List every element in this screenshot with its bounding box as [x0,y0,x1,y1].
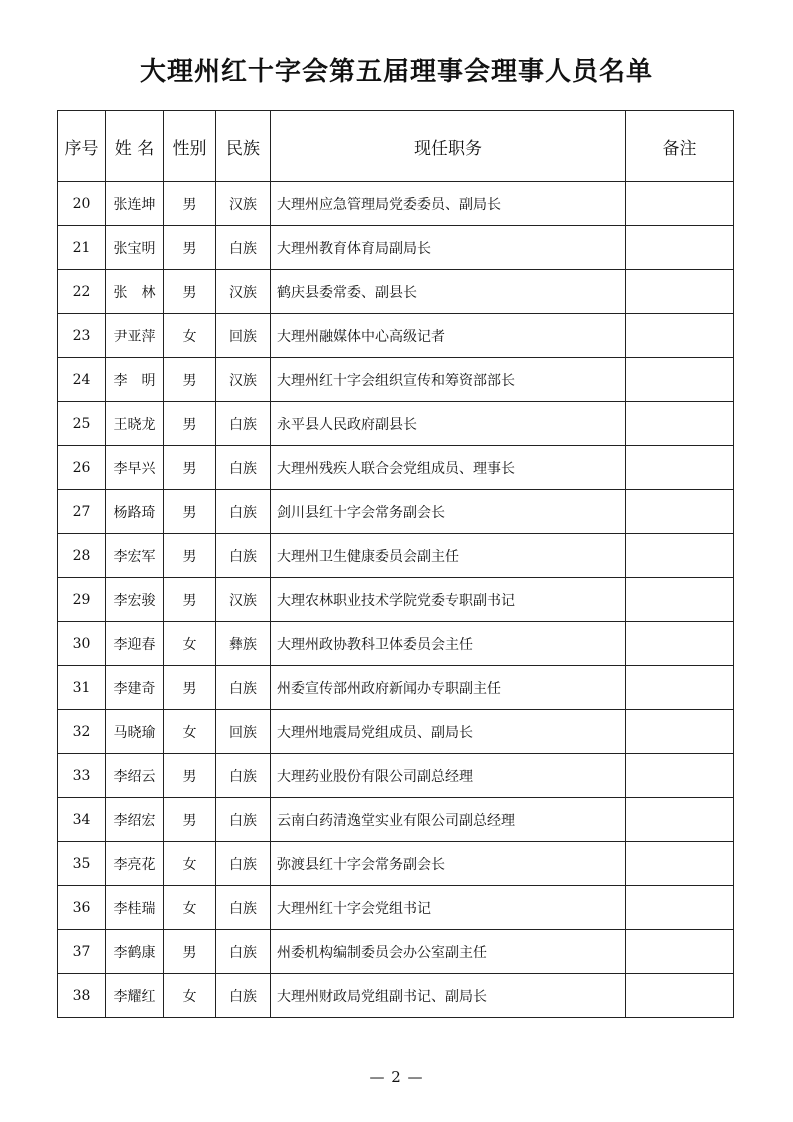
cell-seq: 29 [58,578,106,622]
cell-seq: 37 [58,930,106,974]
cell-gender: 男 [164,358,216,402]
cell-seq: 30 [58,622,106,666]
cell-gender: 男 [164,402,216,446]
header-name: 姓 名 [106,111,164,182]
cell-ethnicity: 汉族 [216,270,271,314]
cell-remarks [626,710,734,754]
cell-position: 永平县人民政府副县长 [271,402,626,446]
cell-ethnicity: 白族 [216,754,271,798]
cell-position: 大理州融媒体中心高级记者 [271,314,626,358]
cell-name: 杨路琦 [106,490,164,534]
cell-gender: 男 [164,578,216,622]
cell-gender: 女 [164,622,216,666]
cell-ethnicity: 白族 [216,402,271,446]
cell-ethnicity: 白族 [216,842,271,886]
cell-name: 尹亚萍 [106,314,164,358]
cell-name: 李建奇 [106,666,164,710]
cell-position: 大理州残疾人联合会党组成员、理事长 [271,446,626,490]
cell-name: 王晓龙 [106,402,164,446]
cell-position: 大理州卫生健康委员会副主任 [271,534,626,578]
cell-seq: 25 [58,402,106,446]
cell-name: 张连坤 [106,182,164,226]
cell-seq: 32 [58,710,106,754]
cell-gender: 女 [164,314,216,358]
header-position: 现任职务 [271,111,626,182]
cell-remarks [626,314,734,358]
cell-remarks [626,226,734,270]
cell-ethnicity: 白族 [216,534,271,578]
cell-gender: 女 [164,710,216,754]
cell-seq: 24 [58,358,106,402]
roster-body [58,182,734,1018]
cell-name: 马晓瑜 [106,710,164,754]
header-remarks: 备注 [626,111,734,182]
cell-gender: 女 [164,842,216,886]
cell-remarks [626,930,734,974]
cell-position: 剑川县红十字会常务副会长 [271,490,626,534]
cell-position: 州委机构编制委员会办公室副主任 [271,930,626,974]
cell-ethnicity: 汉族 [216,358,271,402]
cell-remarks [626,974,734,1018]
table-row [58,578,734,622]
cell-position: 鹤庆县委常委、副县长 [271,270,626,314]
cell-seq: 36 [58,886,106,930]
table-row [58,798,734,842]
cell-seq: 23 [58,314,106,358]
cell-remarks [626,666,734,710]
cell-position: 大理州红十字会党组书记 [271,886,626,930]
roster-table [57,110,734,1018]
cell-position: 大理州教育体育局副局长 [271,226,626,270]
cell-ethnicity: 白族 [216,930,271,974]
table-row [58,886,734,930]
cell-position: 云南白药清逸堂实业有限公司副总经理 [271,798,626,842]
table-row [58,666,734,710]
cell-seq: 34 [58,798,106,842]
cell-name: 李鹤康 [106,930,164,974]
cell-ethnicity: 白族 [216,974,271,1018]
table-row [58,446,734,490]
cell-ethnicity: 彝族 [216,622,271,666]
table-row [58,490,734,534]
cell-gender: 男 [164,754,216,798]
table-row [58,314,734,358]
cell-position: 大理农林职业技术学院党委专职副书记 [271,578,626,622]
cell-seq: 35 [58,842,106,886]
cell-remarks [626,842,734,886]
cell-name: 李亮花 [106,842,164,886]
header-seq: 序号 [58,111,106,182]
cell-remarks [626,402,734,446]
cell-gender: 女 [164,886,216,930]
cell-gender: 男 [164,446,216,490]
table-row [58,534,734,578]
cell-seq: 20 [58,182,106,226]
table-row [58,622,734,666]
page-number: — 2 — [369,1068,424,1086]
cell-remarks [626,754,734,798]
cell-gender: 男 [164,270,216,314]
cell-position: 弥渡县红十字会常务副会长 [271,842,626,886]
cell-ethnicity: 白族 [216,490,271,534]
cell-seq: 38 [58,974,106,1018]
cell-remarks [626,886,734,930]
table-row [58,182,734,226]
cell-name: 李宏军 [106,534,164,578]
cell-remarks [626,534,734,578]
cell-ethnicity: 汉族 [216,182,271,226]
cell-remarks [626,270,734,314]
cell-name: 李绍宏 [106,798,164,842]
cell-name: 李绍云 [106,754,164,798]
cell-gender: 男 [164,226,216,270]
cell-position: 州委宣传部州政府新闻办专职副主任 [271,666,626,710]
cell-position: 大理州政协教科卫体委员会主任 [271,622,626,666]
cell-remarks [626,578,734,622]
table-row [58,930,734,974]
cell-remarks [626,358,734,402]
cell-ethnicity: 回族 [216,710,271,754]
table-row [58,842,734,886]
header-ethnicity: 民族 [216,111,271,182]
table-row [58,270,734,314]
cell-gender: 男 [164,182,216,226]
cell-gender: 男 [164,930,216,974]
cell-remarks [626,798,734,842]
cell-ethnicity: 汉族 [216,578,271,622]
cell-position: 大理州红十字会组织宣传和筹资部部长 [271,358,626,402]
cell-ethnicity: 回族 [216,314,271,358]
cell-position: 大理药业股份有限公司副总经理 [271,754,626,798]
table-row [58,402,734,446]
cell-gender: 男 [164,666,216,710]
header-row [58,111,734,182]
cell-name: 李 明 [106,358,164,402]
cell-seq: 27 [58,490,106,534]
cell-name: 李桂瑞 [106,886,164,930]
cell-ethnicity: 白族 [216,446,271,490]
cell-seq: 21 [58,226,106,270]
cell-seq: 26 [58,446,106,490]
cell-position: 大理州应急管理局党委委员、副局长 [271,182,626,226]
table-row [58,754,734,798]
table-row [58,358,734,402]
cell-position: 大理州地震局党组成员、副局长 [271,710,626,754]
cell-name: 张 林 [106,270,164,314]
cell-ethnicity: 白族 [216,226,271,270]
table-row [58,710,734,754]
cell-name: 李宏骏 [106,578,164,622]
cell-seq: 28 [58,534,106,578]
cell-seq: 31 [58,666,106,710]
cell-name: 李早兴 [106,446,164,490]
cell-remarks [626,622,734,666]
cell-remarks [626,446,734,490]
cell-ethnicity: 白族 [216,886,271,930]
cell-seq: 22 [58,270,106,314]
cell-gender: 男 [164,798,216,842]
cell-gender: 男 [164,534,216,578]
cell-seq: 33 [58,754,106,798]
cell-ethnicity: 白族 [216,798,271,842]
cell-name: 张宝明 [106,226,164,270]
table-row [58,226,734,270]
cell-gender: 女 [164,974,216,1018]
cell-name: 李耀红 [106,974,164,1018]
cell-remarks [626,182,734,226]
table-row [58,974,734,1018]
cell-position: 大理州财政局党组副书记、副局长 [271,974,626,1018]
cell-ethnicity: 白族 [216,666,271,710]
cell-remarks [626,490,734,534]
header-gender: 性别 [164,111,216,182]
cell-name: 李迎春 [106,622,164,666]
document-title: 大理州红十字会第五届理事会理事人员名单 [139,57,653,87]
cell-gender: 男 [164,490,216,534]
